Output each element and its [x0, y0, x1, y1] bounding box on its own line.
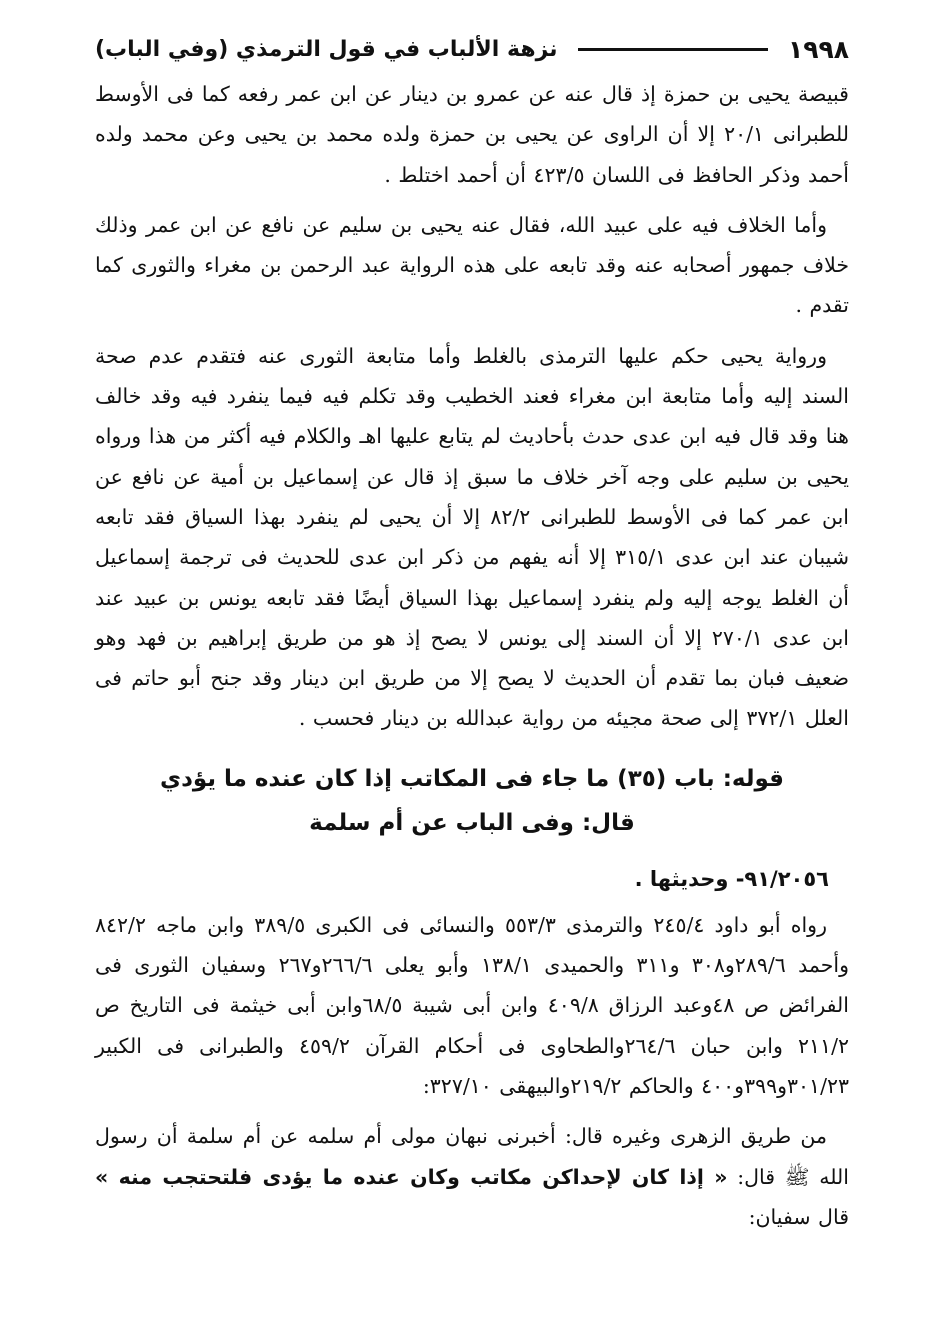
- page-header: [95, 28, 849, 70]
- page-number: ١٩٩٨: [787, 34, 849, 64]
- paragraph-isnad: [95, 1116, 849, 1237]
- hadith-number: ٩١/٢٠٥٦- وحديثها .: [634, 866, 829, 891]
- paragraph-ubaidullah-disagreement: وأما الخلاف فيه على عبيد الله، فقال عنه يحيى بن سليم عن نافع عن ابن عمر وذلك خلاف جمهور أصحابه عنه وقد تابعه على هذه الرواية عبد الرحمن بن مغراء والثورى كما تقدم .: [95, 212, 849, 318]
- header-rule: [578, 48, 768, 51]
- isnad-end: قال سفيان:: [748, 1204, 849, 1229]
- hadith-quote: « إذا كان لإحداكن مكاتب وكان عنده ما يؤدى فلتحتجب منه »: [95, 1164, 728, 1189]
- paragraph-continuation: قبيصة يحيى بن حمزة إذ قال عنه عن عمرو بن دينار عن ابن عمر رفعه كما فى الأوسط للطبرانى ٢٠/١ إلا أن الراوى عن يحيى بن حمزة ولده محمد بن يحيى وعن محمد ولده أحمد وذكر الحافظ فى اللسان ٤٢٣/٥ أن أحمد اختلط .: [95, 82, 849, 187]
- chapter-heading: قوله: باب (٣٥) ما جاء فى المكاتب إذا كان عنده ما يؤدي: [160, 765, 784, 792]
- isnad-text: من طريق الزهرى وغيره قال: أخبرنى نبهان مولى أم سلمه عن أم سلمة أن رسول الله ﷺ قال:: [95, 1124, 849, 1189]
- chapter-subheading: قال: وفى الباب عن أم سلمة: [309, 809, 635, 836]
- running-title: نزهة الألباب في قول الترمذي (وفي الباب): [95, 36, 558, 62]
- paragraph-yahya-narration: ورواية يحيى حكم عليها الترمذى بالغلط وأما متابعة الثورى عنه فتقدم عدم صحة السند إليه وأما متابعة ابن مغراء فعند الخطيب وقد تكلم فيه فيما ينفرد فيه وقد خالف هنا وقد قال فيه ابن عدى حدث بأحاديث لم يتابع عليها اهـ والكلام فيه أكثر من هذا ورواه يحيى بن سليم على وجه آخر خلاف ما سبق إذ قال عن إسماعيل بن أمية عن نافع عن ابن عمر كما فى الأوسط للطبرانى ٨٢/٢ إلا أن يحيى لم ينفرد بهذا السياق فقد تابعه شيبان عند ابن عدى ٣١٥/١ إلا أنه يفهم من ذكر ابن عدى للحديث فى ترجمة إسماعيل أن الغلط يوجه إليه ولم ينفرد إسماعيل بهذا السياق أيضًا فقد تابعه يونس بن عبيد عند ابن عدى ٢٧٠/١ إلا أن السند إلى يونس لا يصح إذ هو من طريق إبراهيم بن فهد وهو ضعيف فبان بما تقدم أن الحديث لا يصح إلا من طريق ابن دينار وقد جنح أبو حاتم فى العلل ٣٧٢/١ إلى صحة مجيئه من رواية عبدالله بن دينار فحسب .: [95, 343, 850, 731]
- paragraph-sources: رواه أبو داود ٢٤٥/٤ والترمذى ٥٥٣/٣ والنسائى فى الكبرى ٣٨٩/٥ وابن ماجه ٨٤٢/٢ وأحمد ٢٨٩/٦و٣٠٨ و٣١١ والحميدى ١٣٨/١ وأبو يعلى ٢٦٦/٦و٢٦٧ وسفيان الثورى فى الفرائض ص ٤٨وعبد الرزاق ٤٠٩/٨ وابن أبى شيبة ٦٨/٥وابن أبى خيثمة فى التاريخ ص ٢١١/٢ وابن حبان ٢٦٤/٦والطحاوى فى أحكام القرآن ٤٥٩/٢ والطبرانى فى الكبير ٣٠١/٢٣و٣٩٩و٤٠٠ والحاكم ٢١٩/٢والبيهقى ٣٢٧/١٠:: [95, 912, 849, 1098]
